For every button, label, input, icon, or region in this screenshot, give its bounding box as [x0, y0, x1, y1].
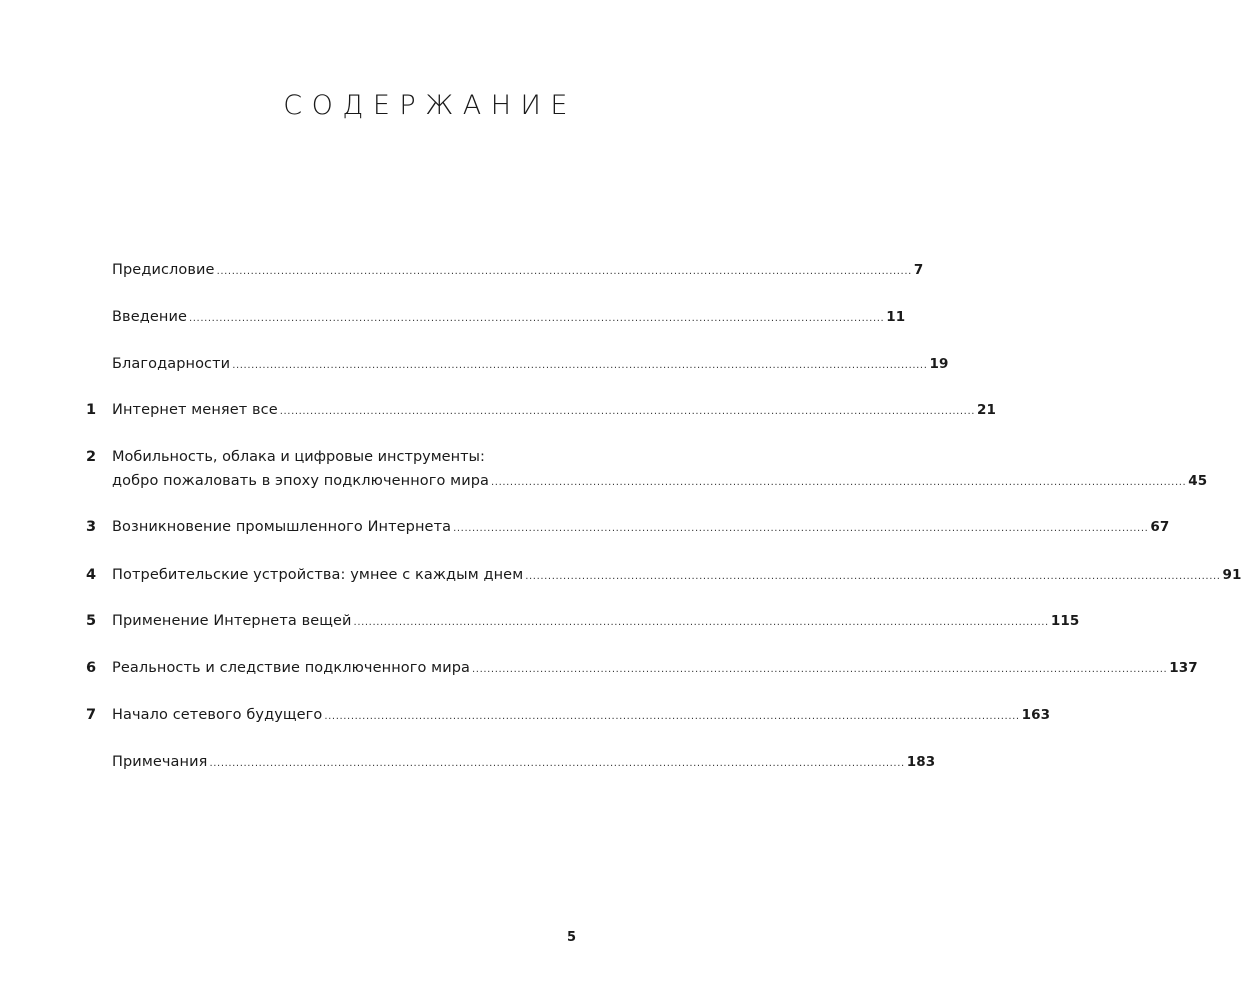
toc-entry-title: Примечания	[112, 754, 208, 770]
page-number: 5	[567, 930, 577, 945]
toc-entry-page: 21	[977, 402, 997, 418]
toc-line	[112, 309, 906, 325]
leader-dots: ........................................................................................................................................................................................	[216, 266, 912, 277]
toc-entry-title: Начало сетевого будущего	[112, 707, 323, 723]
toc-entry-title: Применение Интернета вещей	[112, 613, 352, 629]
toc-entry-page: 115	[1050, 613, 1080, 629]
leader-dots: ........................................................................................................................................................................................	[232, 360, 928, 371]
toc-entry-page: 91	[1222, 567, 1242, 583]
chapter-number: 4	[86, 567, 97, 583]
leader-dots: ........................................................................................................................................................................................	[209, 758, 905, 769]
toc-line	[112, 262, 924, 278]
chapter-number: 7	[86, 707, 97, 723]
leader-dots: ........................................................................................................................................................................................	[189, 313, 885, 324]
toc-entry-title: Введение	[112, 309, 187, 325]
leader-dots: ........................................................................................................................................................................................	[525, 571, 1221, 582]
toc-entry-title: Возникновение промышленного Интернета	[112, 519, 452, 535]
toc-entry-title: Потребительские устройства: умнее с каждым днем	[112, 567, 524, 583]
toc-entry-title: Реальность и следствие подключенного мира	[112, 660, 471, 676]
toc-entry-page: 67	[1150, 519, 1170, 535]
toc-line	[112, 519, 1170, 535]
toc-entry-page: 163	[1021, 707, 1051, 723]
leader-dots: ........................................................................................................................................................................................	[353, 617, 1049, 628]
toc-entry-page: 7	[913, 262, 924, 278]
chapter-number: 1	[86, 402, 97, 418]
chapter-number: 2	[86, 449, 97, 465]
page-title: СОДЕРЖАНИЕ	[283, 90, 577, 121]
toc-line	[112, 356, 949, 372]
toc-line	[112, 613, 1080, 629]
toc-entry-page: 45	[1188, 473, 1208, 489]
leader-dots: ........................................................................................................................................................................................	[453, 523, 1149, 534]
leader-dots: ........................................................................................................................................................................................	[279, 406, 976, 417]
toc-entry-title: Интернет меняет все	[112, 402, 278, 418]
toc-entry-page: 183	[906, 754, 936, 770]
toc-line	[112, 402, 997, 418]
chapter-number: 5	[86, 613, 97, 629]
toc-line	[112, 660, 1198, 676]
leader-dots: ........................................................................................................................................................................................	[472, 664, 1168, 675]
toc-line	[112, 567, 1242, 583]
leader-dots: ........................................................................................................................................................................................	[491, 477, 1187, 488]
toc-entry-page: 137	[1169, 660, 1198, 676]
toc-entry-page: 19	[929, 356, 949, 372]
toc-line	[112, 754, 936, 770]
toc-entry-title: Благодарности	[112, 356, 231, 372]
leader-dots: ........................................................................................................................................................................................	[324, 711, 1020, 722]
toc-entry-title-line1: Мобильность, облака и цифровые инструменты:	[112, 449, 485, 465]
toc-entry-page: 11	[886, 309, 906, 325]
toc-entry-title: добро пожаловать в эпоху подключенного мира	[112, 473, 490, 489]
toc-line	[112, 473, 1208, 489]
chapter-number: 6	[86, 660, 97, 676]
toc-line	[112, 707, 1051, 723]
toc-entry-title: Предисловие	[112, 262, 215, 278]
chapter-number: 3	[86, 519, 97, 535]
